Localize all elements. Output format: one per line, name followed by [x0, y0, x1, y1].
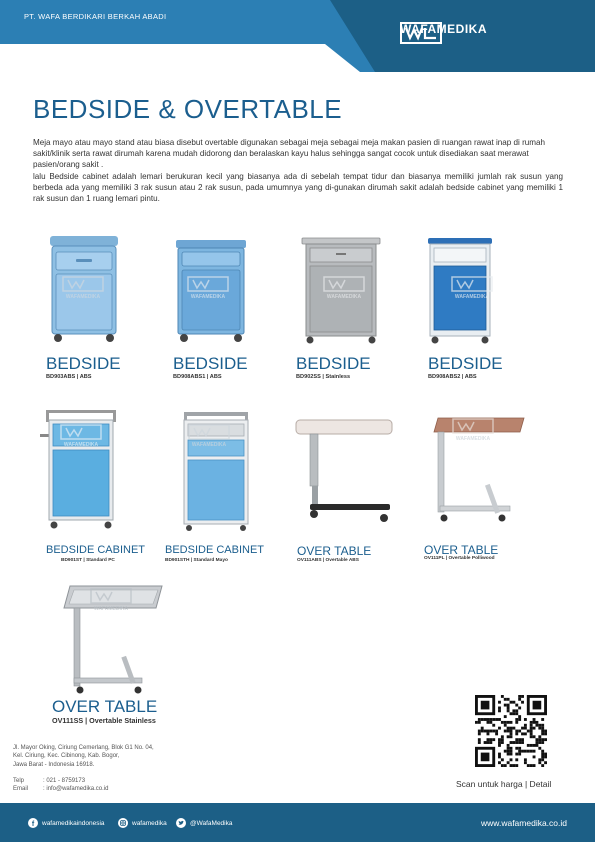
product-code: OV111ABS | Overtable ABS [297, 558, 359, 563]
brand-name: WAFAMEDIKA [400, 22, 487, 36]
telp-value[interactable]: : 021 - 8759173 [43, 777, 86, 784]
product-code: BD903ABS | ABS [46, 374, 92, 380]
svg-text:WAFAMEDIKA: WAFAMEDIKA [455, 436, 491, 442]
instagram-icon [118, 818, 128, 828]
facebook-icon [28, 818, 38, 828]
watermark-logo-icon [452, 418, 494, 442]
product-image-ov111abs[interactable] [294, 418, 398, 528]
brand[interactable] [400, 22, 487, 36]
email-label: Email [13, 786, 29, 793]
product-name: OVER TABLE [52, 697, 158, 716]
product-name: BEDSIDE [173, 354, 248, 373]
address-line: Kel. Ciriung, Kec. Cibinong, Kab. Bogor, [13, 753, 120, 760]
email-value[interactable]: : info@wafamedika.co.id [43, 786, 109, 793]
product-code: BD908ABS2 | ABS [428, 374, 477, 380]
product-name: OVER TABLE [297, 544, 372, 558]
watermark-logo-icon [451, 276, 493, 300]
wafamedika-logo-icon [400, 22, 442, 44]
twitter-handle: @WafaMedika [190, 819, 233, 827]
contact-info [13, 744, 154, 793]
address-line: Jawa Barat - Indonesia 16918. [13, 761, 95, 768]
page-title: BEDSIDE & OVERTABLE [33, 94, 343, 124]
svg-text:WAFAMEDIKA: WAFAMEDIKA [191, 442, 227, 448]
svg-text:WAFAMEDIKA: WAFAMEDIKA [65, 294, 101, 300]
svg-text:f: f [31, 821, 35, 828]
svg-text:WAFAMEDIKA: WAFAMEDIKA [93, 606, 129, 612]
website-link[interactable]: www.wafamedika.co.id [481, 818, 567, 828]
footer [0, 803, 595, 842]
product-code: BD908ABS1 | ABS [173, 374, 222, 380]
product-code: BD902SS | Stainless [296, 374, 351, 380]
header-shape [0, 0, 595, 72]
svg-text:WAFAMEDIKA: WAFAMEDIKA [454, 294, 490, 300]
svg-text:WAFAMEDIKA: WAFAMEDIKA [63, 442, 99, 448]
instagram-handle: wafamedika [132, 819, 167, 827]
product-code: BD901STH | Standard Mayo [165, 558, 228, 563]
header-banner [0, 0, 595, 72]
product-code: OV111SS | Overtable Stainless [52, 716, 156, 725]
product-name: OVER TABLE [424, 543, 499, 557]
product-name: BEDSIDE [428, 354, 503, 373]
company-name: PT. WAFA BERDIKARI BERKAH ABADI [24, 12, 167, 21]
watermark-logo-icon [60, 424, 102, 448]
product-code: BD901ST | Standard PC [61, 558, 115, 563]
scan-caption: Scan untuk harga | Detail [456, 779, 552, 789]
facebook-handle: wafamedikaindonesia [42, 819, 105, 827]
watermark-logo-icon [62, 276, 104, 300]
product-name: BEDSIDE CABINET [165, 544, 265, 556]
watermark-logo-icon [90, 588, 132, 612]
twitter-link[interactable] [176, 818, 232, 828]
watermark-logo-icon [187, 276, 229, 300]
twitter-icon [176, 818, 186, 828]
telp-label: Telp [13, 777, 25, 784]
overtable-abs-icon [294, 418, 398, 528]
instagram-link[interactable] [118, 818, 167, 828]
description [33, 137, 563, 204]
facebook-link[interactable] [28, 818, 105, 828]
svg-text:WAFAMEDIKA: WAFAMEDIKA [190, 294, 226, 300]
product-code: OV111PL | Overtable Polliwood [424, 556, 495, 561]
qr-code-icon[interactable] [475, 695, 547, 767]
description-overtable: Meja mayo atau mayo stand atau biasa disebut overtable digunakan sebagai meja sebagai meja makan pasien di ruangan rawat inap di rumah sakit/klinik serta rawat dirumah karena mudah didorong dan beralaskan kayu halus sehingga sangat cocok untuk disediakan saat merawat pasien/orang sakit . [33, 138, 546, 170]
product-name: BEDSIDE [296, 354, 371, 373]
svg-text:WAFAMEDIKA: WAFAMEDIKA [326, 294, 362, 300]
description-bedside: lalu Bedside cabinet adalah lemari berukuran kecil yang biasanya ada di sebelah tempat tidur dan biasanya memiliki jumlah rak susun yang berbeda ada yang memiliki 3 rak susun atau 2 rak susun, pada umumnya yang di-gunakan dirumah sakit adalah bedside cabinet yang memiliki 1 rak susun dan 1 ruang lemari pintu. [33, 171, 563, 204]
address-line: Jl. Mayor Oking, Ciriung Cemerlang, Blok G1 No. 04, [13, 745, 154, 751]
product-name: BEDSIDE [46, 354, 121, 373]
product-name: BEDSIDE CABINET [46, 544, 146, 556]
watermark-logo-icon [188, 424, 230, 448]
watermark-logo-icon [323, 276, 365, 300]
